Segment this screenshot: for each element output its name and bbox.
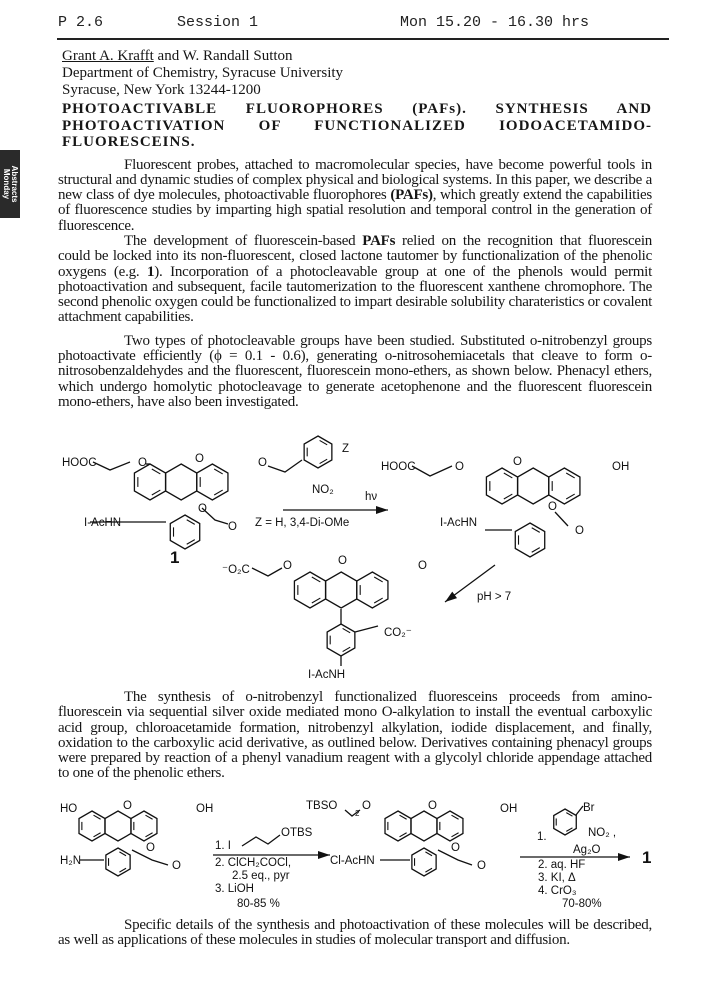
reagent: 1. — [537, 831, 547, 843]
ring-bond — [411, 811, 437, 841]
atom-label: O — [195, 453, 204, 465]
co-author: and W. Randall Sutton — [153, 48, 293, 64]
atom-label: HOOC — [62, 457, 97, 469]
atom-label: O — [418, 560, 427, 572]
atom-label: I-AcNH — [308, 669, 346, 681]
atom-label: Br — [583, 802, 595, 814]
side-tab-line1: Abstracts — [10, 165, 19, 203]
ring-bond — [79, 811, 105, 841]
ring-bond — [105, 811, 131, 841]
ring-bond — [385, 811, 411, 841]
atom-label: I-AcHN — [440, 517, 478, 529]
reagent: 2.5 eq., pyr — [232, 870, 290, 882]
atom-label: HOOC — [381, 461, 416, 473]
compound-label: 1 — [170, 548, 180, 567]
arrow-head — [318, 851, 330, 859]
atom-label: OH — [612, 461, 630, 473]
reagent: 4. CrO₃ — [538, 885, 577, 897]
reagent: OTBS — [281, 827, 313, 839]
atom-label: O — [138, 457, 147, 469]
bold-text: 1 — [147, 263, 155, 280]
header-code: P 2.6 — [58, 14, 104, 31]
reaction-condition: pH > 7 — [477, 591, 512, 603]
header-time: Mon 15.20 - 16.30 hrs — [400, 14, 590, 31]
atom-label: O — [258, 457, 267, 469]
paragraph-text: ). Incorporation of a photocleavable group at one of the phenols would permit photoactivation and subsequent, facile tautomerization to the fluorescent xanthene chromophore. The second phenolic oxygen could be functionalized to impart desirable solubility charateristics or covalent attachment capabilities. — [58, 263, 652, 326]
atom-label: TBSO — [306, 800, 338, 812]
paragraph-text: Specific details of the synthesis and photoactivation of these molecules will be described, as well as applications of these molecules in studies of molecular transport and diffusion. — [58, 917, 652, 949]
atom-label: O — [228, 521, 237, 533]
atom-label: I-AcHN — [84, 517, 122, 529]
atom-label: O — [428, 800, 437, 812]
atom-label: OH — [500, 803, 518, 815]
atom-label: O — [123, 800, 132, 812]
ring-bond — [131, 811, 157, 841]
reagent: 3. KI, Δ — [538, 872, 576, 884]
substituent-definition: Z = H, 3,4-Di-OMe — [255, 517, 350, 529]
atom-label: NO₂ — [312, 484, 334, 496]
header-session: Session 1 — [177, 14, 259, 31]
atom-label: CO₂⁻ — [384, 627, 412, 639]
atom-label: OH — [196, 803, 214, 815]
ring-bond — [106, 848, 130, 876]
yield: 70-80% — [562, 898, 602, 910]
ring-bond — [554, 809, 577, 835]
atom-label: O — [146, 842, 155, 854]
side-tab-line2: Monday — [2, 168, 11, 200]
compound-label: 1 — [642, 848, 652, 867]
bold-text: (PAFs) — [390, 187, 433, 204]
arrow-head — [618, 853, 630, 861]
reaction-condition: hν — [365, 491, 378, 503]
atom-label: O — [513, 456, 522, 468]
department: Department of Chemistry, Syracuse University — [62, 65, 344, 81]
atom-label: HO — [60, 803, 78, 815]
ring-bond — [412, 848, 436, 876]
paragraph-text: The synthesis of o-nitrobenzyl functionalized fluoresceins proceeds from amino-fluorescein via sequential silver oxide mediated mono O-alkylation to install the eventual carboxylic acid group, chloroacetamide formation, nitrobenzyl alkylation, iodide displacement, and finally, oxidation to the carboxylic acid derivative, as outlined below. Derivatives containing phenacyl groups were prepared by reaction of a phenyl vanadium reagent with a glycolyl chloride appendage attached to one of the phenolic ethers. — [58, 689, 652, 782]
yield: 80-85 % — [237, 898, 280, 910]
atom-label: O — [451, 842, 460, 854]
bond — [576, 806, 583, 815]
atom-label: O — [575, 525, 584, 537]
atom-label: NO₂ , — [588, 827, 617, 839]
paragraph-text: Fluorescent probes, attached to macromolecular species, have become powerful tools in structural and dynamic studies of complex physical and biological systems. In this paper, we describe a new class of dye molecules, photoactivable fluorophores — [58, 156, 652, 204]
atom-label: O — [548, 501, 557, 513]
atom-label: O — [283, 560, 292, 572]
atom-label: 2 — [355, 809, 360, 818]
atom-label: Z — [342, 443, 350, 455]
address: Syracuse, New York 13244-1200 — [62, 82, 261, 98]
atom-label: ⁻O₂C — [222, 564, 250, 576]
atom-label: H₂N — [60, 855, 82, 867]
ring-bond — [437, 811, 463, 841]
paragraph-text: Two types of photocleavable groups have been studied. Substituted o-nitrobenzyl groups photoactivate efficiently (ϕ = 0.1 - 0.6), generating o-nitrosohemiacetals that cleave to form o-nitrosobenzaldehydes and the fluorescent, fluorescein mono-ethers, as shown below. Phenacyl ethers, which undergo homolytic photocleavage to generate acetophenone and the fluorescent fluorescein mono-ethers, have also been investigated. — [58, 332, 652, 410]
atom-label: O — [362, 800, 371, 812]
atom-label: O — [477, 860, 486, 872]
paragraph-text: , which greatly extend the capabilities of fluorescence studies by imparting high spatial resolution and temporal control in the generation of fluorescence. — [58, 187, 653, 234]
reagent: 3. LiOH — [215, 883, 254, 895]
reagent: 1. I — [215, 840, 231, 852]
reagent: 2. ClCH₂COCl, — [215, 857, 292, 869]
bold-text: PAFs — [362, 232, 396, 249]
reagent: 2. aq. HF — [538, 859, 586, 871]
paragraph-text: The development of fluorescein-based — [124, 232, 363, 249]
atom-label: O — [172, 860, 181, 872]
atom-label: O — [338, 555, 347, 567]
abstract-title: PHOTOACTIVABLE FLUOROPHORES (PAFs). SYNTHESIS AND PHOTOACTIVATION OF FUNCTIONALIZED IODOACETAMIDO-FLUORESCEINS. — [62, 101, 652, 150]
atom-label: O — [198, 503, 207, 515]
atom-label: O — [455, 461, 464, 473]
bond — [242, 835, 280, 846]
atom-label: Cl-AcHN — [330, 855, 375, 867]
reagent: Ag₂O — [573, 844, 601, 856]
presenting-author: Grant A. Krafft — [62, 48, 154, 64]
paragraph-text: relied on the recognition that fluorescein could be locked into its non-fluorescent, closed lactone tautomer by functionalization of the phenolic oxygens (e.g. — [58, 232, 652, 280]
